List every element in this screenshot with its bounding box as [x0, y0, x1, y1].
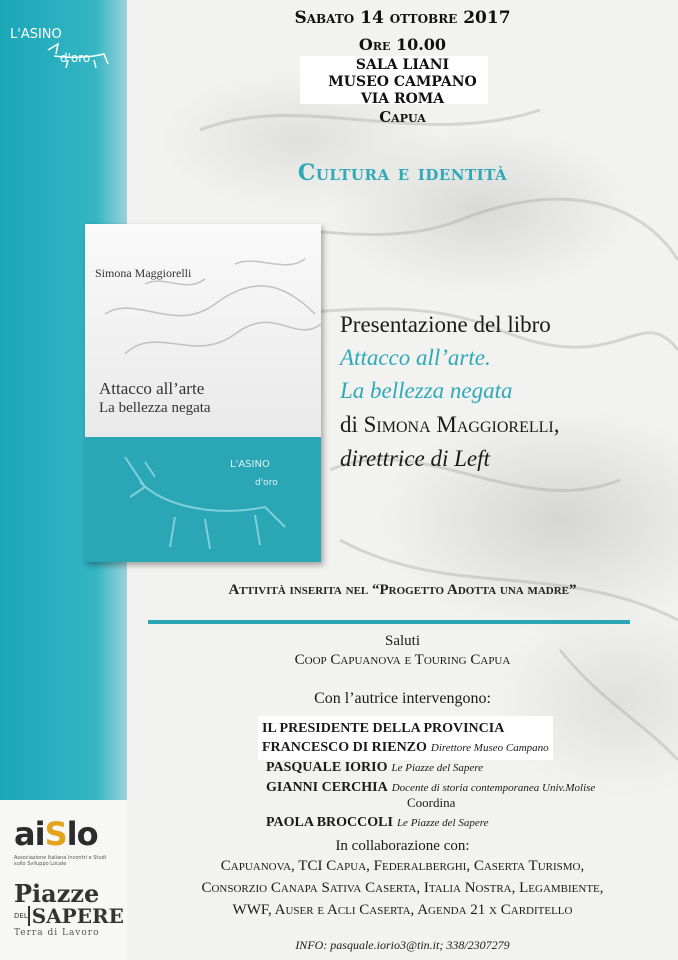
- aislo-subtitle: Associazione Italiana Incontri e Studi sullo Sviluppo Locale: [14, 855, 107, 867]
- speaker-role: Le Piazze del Sapere: [396, 817, 489, 829]
- piazze-row: [14, 904, 124, 928]
- aislo-a: ai: [14, 815, 45, 853]
- section-title: Cultura e identità: [297, 160, 508, 186]
- venue-city: Capua: [379, 108, 426, 126]
- speakers-intro: Con l’autrice intervengono:: [314, 690, 491, 707]
- aislo-wordmark: [14, 815, 118, 853]
- speaker-row: [266, 813, 488, 831]
- event-time: Ore 10.00: [358, 35, 447, 54]
- piazze-sapere: SAPERE: [28, 906, 124, 926]
- partners-line: Consorzio Canapa Sativa Caserta, Italia Nostra, Legambiente,: [201, 880, 604, 896]
- aislo-lo: lo: [66, 815, 98, 853]
- event-date: Sabato 14 ottobre 2017: [294, 8, 511, 28]
- book-cover: [85, 224, 321, 562]
- speaker-name: PAOLA BROCCOLI: [266, 815, 393, 830]
- presentation-author-name: Simona Maggiorelli,: [363, 412, 560, 437]
- speaker-row: [262, 719, 504, 737]
- piazze-del-sapere-logo: [14, 879, 124, 938]
- presentation-author-prefix: di: [340, 412, 364, 437]
- aislo-s: S: [44, 815, 67, 853]
- greetings-by: Coop Capuanova e Touring Capua: [294, 652, 511, 668]
- venue-room: SALA LIANI: [355, 57, 450, 73]
- book-logo-top: L'ASINO: [230, 459, 270, 470]
- speaker-role: Le Piazze del Sapere: [391, 762, 484, 774]
- piazze-terra: Terra di Lavoro: [14, 928, 100, 938]
- piazze-del: DEL: [14, 912, 28, 920]
- asino-doro-logo: [8, 14, 118, 74]
- piazze-word: Piazze: [14, 879, 100, 908]
- book-cover-bottom: [85, 437, 321, 562]
- presentation-author-line: [340, 412, 559, 438]
- venue-street: VIA ROMA: [360, 91, 445, 107]
- speaker-name: IL PRESIDENTE DELLA PROVINCIA: [262, 721, 505, 736]
- book-logo-bottom: d'oro: [255, 478, 278, 488]
- speaker-role: Docente di storia contemporanea Univ.Molise: [391, 782, 596, 794]
- aislo-logo: [14, 815, 118, 867]
- book-cover-top: [85, 224, 321, 437]
- speaker-row: [266, 758, 483, 776]
- presentation-line: Presentazione del libro: [340, 312, 551, 337]
- partners-line: WWF, Auser e Acli Caserta, Agenda 21 x Carditello: [232, 902, 573, 918]
- speaker-name: FRANCESCO DI RIENZO: [262, 740, 427, 755]
- book-author: Simona Maggiorelli: [95, 266, 192, 280]
- presentation-book-subtitle: La bellezza negata: [340, 378, 513, 403]
- asino-logo-text-top: L'ASINO: [10, 27, 62, 42]
- presentation-book-title: Attacco all’arte.: [340, 345, 491, 370]
- teal-divider: [148, 620, 630, 624]
- speaker-row: [266, 778, 595, 796]
- presentation-author-role: direttrice di Left: [340, 446, 490, 471]
- speaker-name: GIANNI CERCHIA: [266, 780, 388, 795]
- collaboration-label: In collaborazione con:: [335, 838, 470, 854]
- book-title: Attacco all’arte: [99, 379, 205, 398]
- contact-info: INFO: pasquale.iorio3@tin.it; 338/2307279: [295, 938, 510, 952]
- speaker-row: [262, 738, 549, 756]
- coordina-label: Coordina: [407, 795, 456, 810]
- speaker-role: Direttore Museo Campano: [430, 742, 549, 754]
- venue-museum: MUSEO CAMPANO: [328, 74, 477, 90]
- partners-line: Capuanova, TCI Capua, Federalberghi, Caserta Turismo,: [220, 858, 585, 874]
- greetings-label: Saluti: [384, 633, 420, 649]
- activity-note: Attività inserita nel “Progetto Adotta una madre”: [228, 582, 577, 598]
- speaker-name: PASQUALE IORIO: [266, 760, 388, 775]
- book-subtitle: La bellezza negata: [99, 400, 211, 416]
- asino-logo-text-bottom: d'oro: [60, 51, 91, 65]
